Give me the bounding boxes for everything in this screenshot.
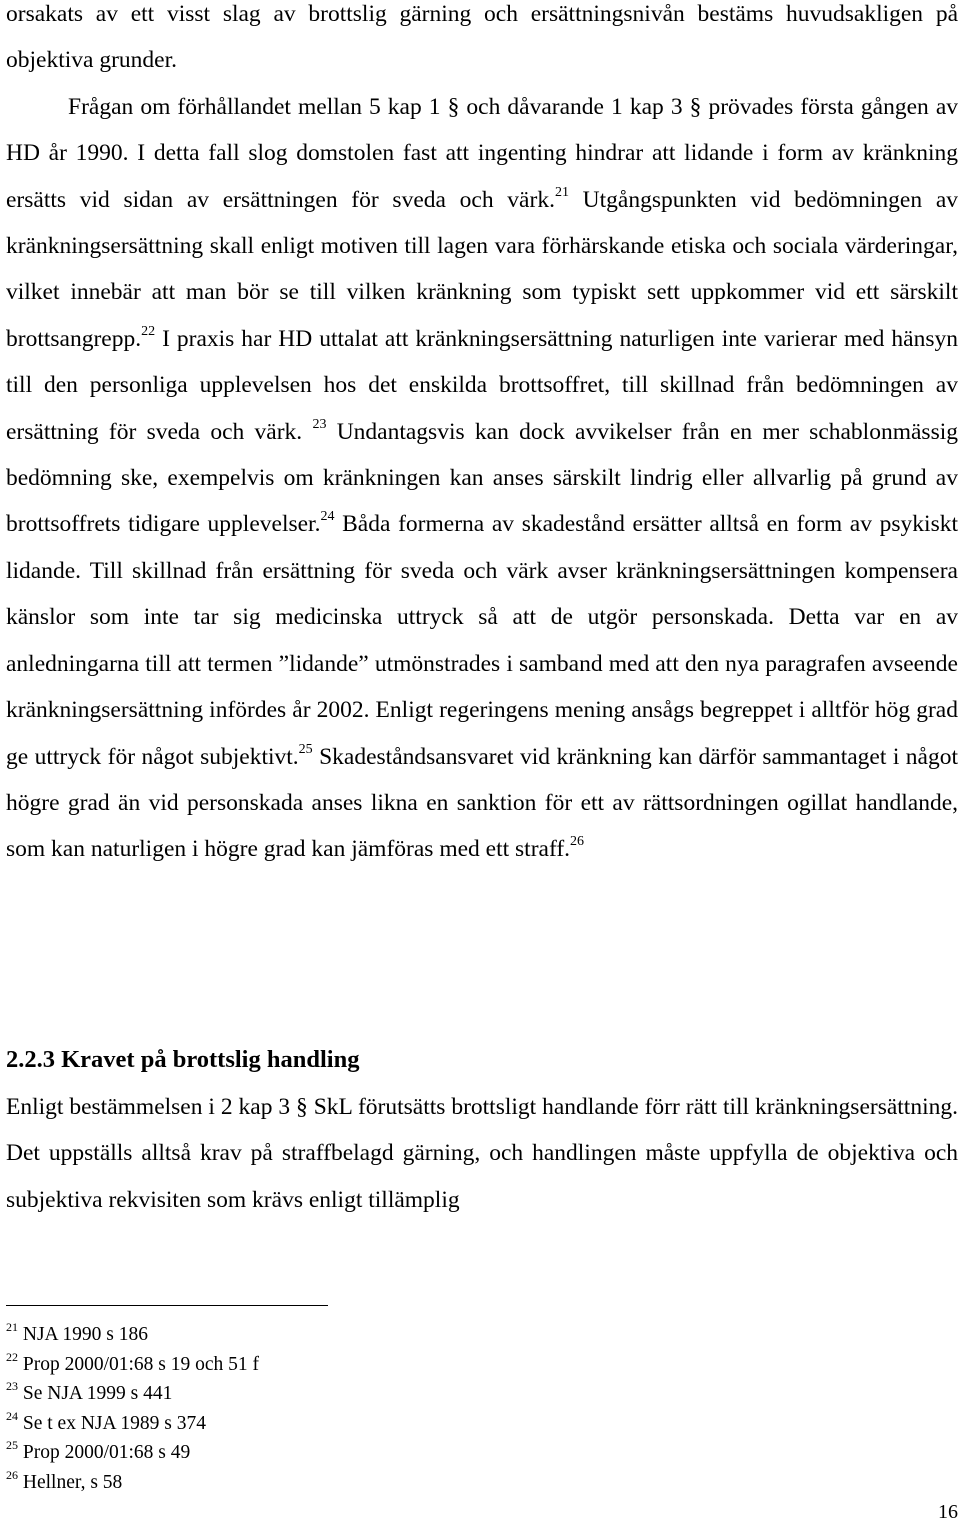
footnote-item <box>6 1350 259 1380</box>
sentence: Frågan om förhållandet mellan 5 kap 1 § och dåvarande 1 kap 3 § prövades första gången av HD år 1990. I detta fall slog domstolen fast att ingenting hindrar att lidande i form av kränkning ersätts vid sidan av ersättningen för sveda och värk. <box>6 93 958 213</box>
sentence: Båda formerna av skadestånd ersätter alltså en form av psykiskt lidande. Till skillnad från ersättning för sveda och värk avser kränkningsersättningen kompensera känslor som inte tar sig medicinska uttryck så att de utgör personskada. Detta var en av anledningarna till att termen ”lidande” utmönstrades i samband med att den nya paragrafen avseende kränkningsersättning infördes år 2002. Enligt regeringens mening ansågs begreppet i alltför hög grad ge uttryck för något subjektivt. <box>6 511 958 770</box>
footnote-ref[interactable]: 23 <box>312 416 327 432</box>
footnote-ref[interactable]: 26 <box>570 834 585 850</box>
footnote-ref[interactable]: 21 <box>554 184 569 200</box>
footnote-item <box>6 1468 259 1498</box>
paragraph-2 <box>6 84 958 873</box>
footnote-item <box>6 1320 259 1350</box>
sentence: I praxis har HD uttalat att kränkningsersättning naturligen inte varierar med hänsyn till den personliga upplevelsen hos det enskilda brottsoffret, till skillnad från bedömningen av ersättning för sveda och värk. <box>6 325 958 445</box>
footnote-text: Prop 2000/01:68 s 19 och 51 f <box>22 1353 260 1375</box>
footnote-number: 21 <box>6 1320 18 1334</box>
footnote-ref[interactable]: 25 <box>298 741 313 757</box>
footnote-text: Se NJA 1999 s 441 <box>22 1383 173 1405</box>
footnote-text: Hellner, s 58 <box>22 1471 123 1493</box>
footnote-ref[interactable]: 22 <box>141 323 156 339</box>
footnote-text: Se t ex NJA 1989 s 374 <box>22 1412 206 1434</box>
footnote-item <box>6 1409 259 1439</box>
footnote-number: 23 <box>6 1379 18 1394</box>
body-text <box>6 0 958 873</box>
sentence: Skadeståndsansvaret vid kränkning kan därför sammantaget i något högre grad än vid personskada anses likna en sanktion för ett av rättsordningen ogillat handlande, som kan naturligen i högre grad kan jämföras med ett straff. <box>6 743 958 863</box>
footnote-number: 24 <box>6 1408 18 1423</box>
footnote-number: 22 <box>6 1349 18 1364</box>
paragraph-1-text: orsakats av ett visst slag av brottslig gärning och ersättningsnivån bestäms huvudsakligen på objektiva grunder. <box>6 1 958 74</box>
section-heading: 2.2.3 Kravet på brottslig handling <box>6 1046 360 1073</box>
footnote-item <box>6 1438 259 1468</box>
footnote-ref[interactable]: 24 <box>320 509 335 525</box>
footnote-divider <box>6 1305 328 1306</box>
paragraph-3: Enligt bestämmelsen i 2 kap 3 § SkL förutsätts brottsligt handlande förr rätt till kränkningsersättning. Det uppställs alltså krav på straffbelagd gärning, och handlingen måste uppfylla de objektiva och subjektiva rekvisiten som krävs enligt tillämplig <box>6 1094 958 1213</box>
footnote-number: 26 <box>6 1467 18 1482</box>
footnote-item <box>6 1379 259 1409</box>
paragraph-1 <box>6 0 958 84</box>
sentence: Undantagsvis kan dock avvikelser från en mer schablonmässig bedömning ske, exempelvis om kränkningen kan anses särskilt lindrig eller allvarlig på grund av brottsoffrets tidigare upplevelser. <box>6 418 958 538</box>
sentence: Utgångspunkten vid bedömningen av kränkningsersättning skall enligt motiven till lagen vara förhärskande etiska och sociala värderingar, vilket innebär att man bör se till vilken kränkning som typiskt sett uppkommer vid ett särskilt brottsangrepp. <box>6 186 959 352</box>
footnote-text: NJA 1990 s 186 <box>22 1324 149 1345</box>
footnote-list <box>6 1320 259 1498</box>
page-number: 16 <box>938 1501 958 1523</box>
footnote-number: 25 <box>6 1438 18 1453</box>
footnote-text: Prop 2000/01:68 s 49 <box>22 1442 191 1464</box>
